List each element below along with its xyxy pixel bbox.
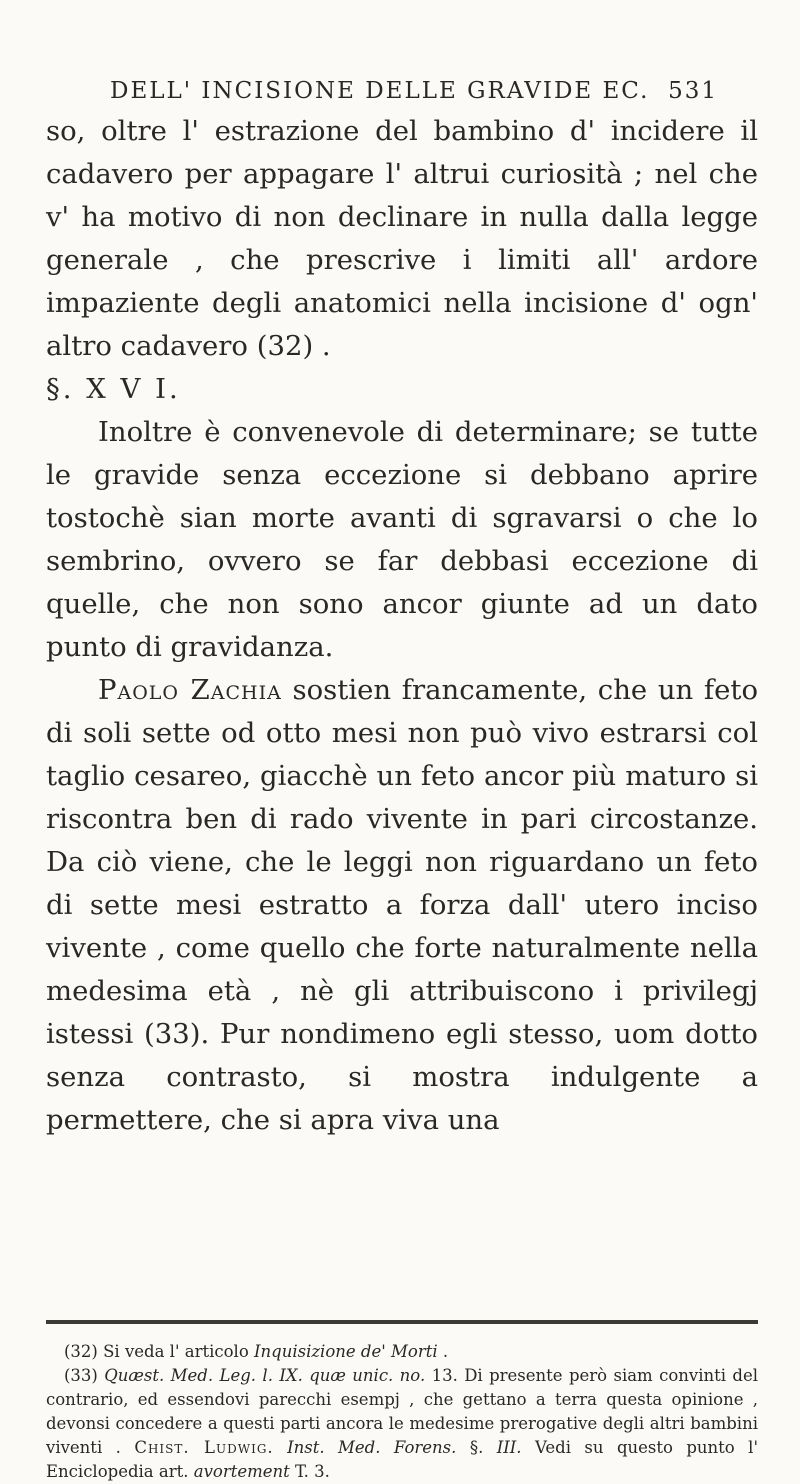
footnote-32: (32) Si veda l' articolo Inquisizione de' Morti . (64, 1342, 449, 1361)
section-heading: §. X V I. (46, 373, 181, 405)
paragraph-zachia (46, 669, 758, 1142)
paragraph-zachia-text: sostien francamente, che un feto di soli sette od otto mesi non può vivo estrarsi col taglio cesareo, giacchè un feto ancor più maturo si riscontra ben di rado vivente in pari circostanze. Da ciò viene, che le leggi non riguardano un feto di sette mesi estratto a forza dall' utero inciso vivente , come quello che forte naturalmente nella medesima età , nè gli attribuiscono i privilegj istessi (33). Pur nondimeno egli stesso, uom dotto senza contrasto, si mostra indulgente a permettere, che si apra viva una (46, 674, 758, 1136)
running-head (110, 78, 718, 104)
paragraph-continued: so, oltre l' estrazione del bambino d' incidere il cadavero per appagare l' altrui curiosità ; nel che v' ha motivo di non declinare in nulla dalla legge generale , che prescrive i limiti all' ardore impaziente degli anatomici nella incisione d' ogn' altro cadavero (32) . (46, 115, 758, 362)
footnote-rule (46, 1320, 758, 1324)
running-title: DELL' INCISIONE DELLE GRAVIDE EC. (110, 78, 650, 104)
page-number: 531 (668, 78, 718, 104)
footnote-33: (33) Quæst. Med. Leg. l. IX. quæ unic. no. 13. Di presente però siam convinti del contrario, ed essendovi parecchi esempj , che gettano a terra questa opinione , devonsi concedere a questi parti ancora le medesime prerogative degli altri bambini viventi . Chist. Ludwig. Inst. Med. Forens. §. III. Vedi su questo punto l' Enciclopedia art. avortement T. 3. (46, 1366, 759, 1481)
author-name: Paolo Zachia (98, 674, 282, 706)
paragraph-determination: Inoltre è convenevole di determinare; se tutte le gravide senza eccezione si debbano aprire tostochè sian morte avanti di sgravarsi o che lo sembrino, ovvero se far debbasi eccezione di quelle, che non sono ancor giunte ad un dato punto di gravidanza. (46, 416, 758, 663)
main-text (46, 110, 758, 1142)
footnotes (46, 1340, 758, 1484)
